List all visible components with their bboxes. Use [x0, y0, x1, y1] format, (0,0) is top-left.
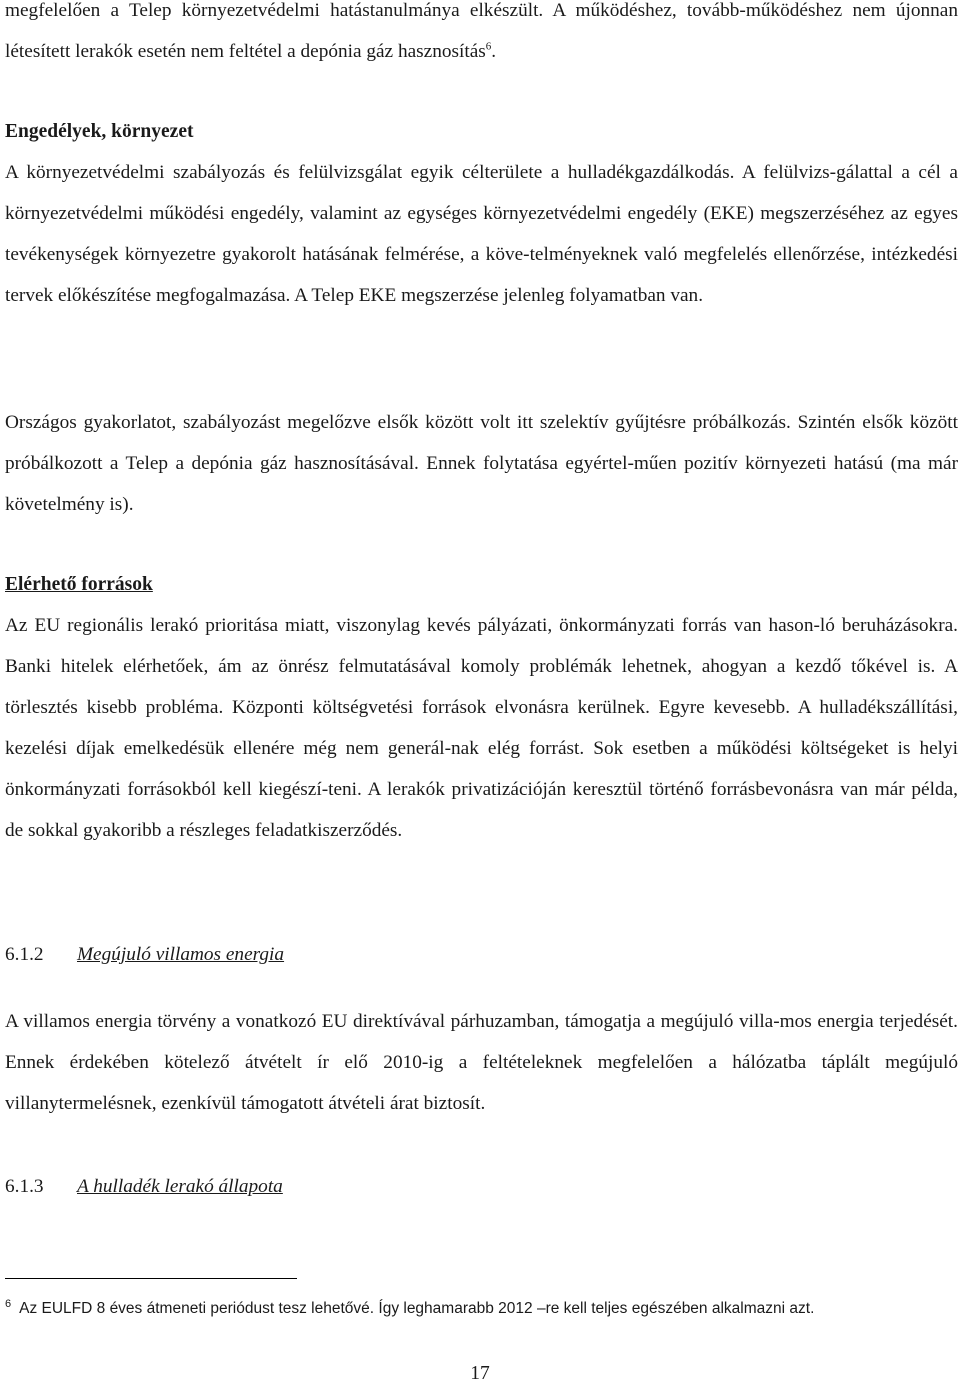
footnote [5, 1289, 958, 1324]
intro-text: megfelelően a Telep környezetvédelmi hatástanulmánya elkészült. A működéshez, tovább-működéshez nem újonnan létesített lerakók esetén nem feltétel a depónia gáz hasznosítás [5, 0, 958, 63]
footnote-text: Az EULFD 8 éves átmeneti periódust tesz lehetővé. Így leghamarabb 2012 –re kell teljes egészében alkalmazni azt. [19, 1300, 815, 1318]
subsection-title: Megújuló villamos energia [77, 944, 285, 965]
subsection-number: 6.1.3 [5, 1176, 44, 1197]
page-number: 17 [470, 1363, 490, 1384]
intro-end: . [491, 41, 497, 63]
practice-paragraph: Országos gyakorlatot, szabályozást megelőzve elsők között volt itt szelektív gyűjtésre próbálkozás. Szintén elsők között próbálkozott a Telep a depónia gáz hasznosításával. Ennek folytatása egyértel-műen pozitív környezeti hatású (ma már követelmény is). [5, 412, 958, 516]
subsection-number: 6.1.2 [5, 944, 44, 965]
footnote-number: 6 [5, 1298, 12, 1310]
subsection-heading-612 [5, 940, 958, 970]
subsection-heading-613 [5, 1172, 958, 1202]
heading-resources: Elérhető források [5, 574, 153, 595]
footnote-reference[interactable]: 6 [485, 40, 492, 53]
permits-paragraph: A környezetvédelmi szabályozás és felülvizsgálat egyik célterülete a hulladékgazdálkodás. A felülvizs-gálattal a cél a környezetvédelmi működési engedély, valamint az egységes környezetvédelmi engedély (EKE) megszerzéséhez az egyes tevékenységek környezetre gyakorolt hatásának felmérése, a köve-telményeknek való megfelelés ellenőrzése, intézkedési tervek előkészítése megfogalmazása. A Telep EKE megszerzése jelenleg folyamatban van. [5, 162, 958, 307]
renewable-paragraph: A villamos energia törvény a vonatkozó EU direktívával párhuzamban, támogatja a megújuló villa-mos energia terjedését. Ennek érdekében kötelező átvételt ír elő 2010-ig a feltételeknek megfelelően a hálózatba táplált megújuló villanytermelésnek, ezenkívül támogatott átvételi árat biztosít. [5, 1011, 958, 1115]
heading-permits: Engedélyek, környezet [5, 121, 194, 142]
subsection-title: A hulladék lerakó állapota [77, 1176, 283, 1197]
intro-paragraph [5, 0, 958, 72]
resources-paragraph: Az EU regionális lerakó prioritása miatt, viszonylag kevés pályázati, önkormányzati forrás van hason-ló beruházásokra. Banki hitelek elérhetőek, ám az önrész felmutatásával komoly problémák lehetnek, ahogyan a kezdő tőkével is. A törlesztés kisebb probléma. Központi költségvetési források elvonásra kerülnek. Egyre kevesebb. A hulladékszállítási, kezelési díjak emelkedésük ellenére még nem generál-nak elég forrást. Sok esetben a működési költségeket is helyi önkormányzati forrásokból kell kiegészí-teni. A lerakók privatizációján keresztül történő forrásbevonásra van már példa, de sokkal gyakoribb a részleges feladatkiszerződés. [5, 615, 958, 842]
footnote-divider [5, 1278, 297, 1279]
